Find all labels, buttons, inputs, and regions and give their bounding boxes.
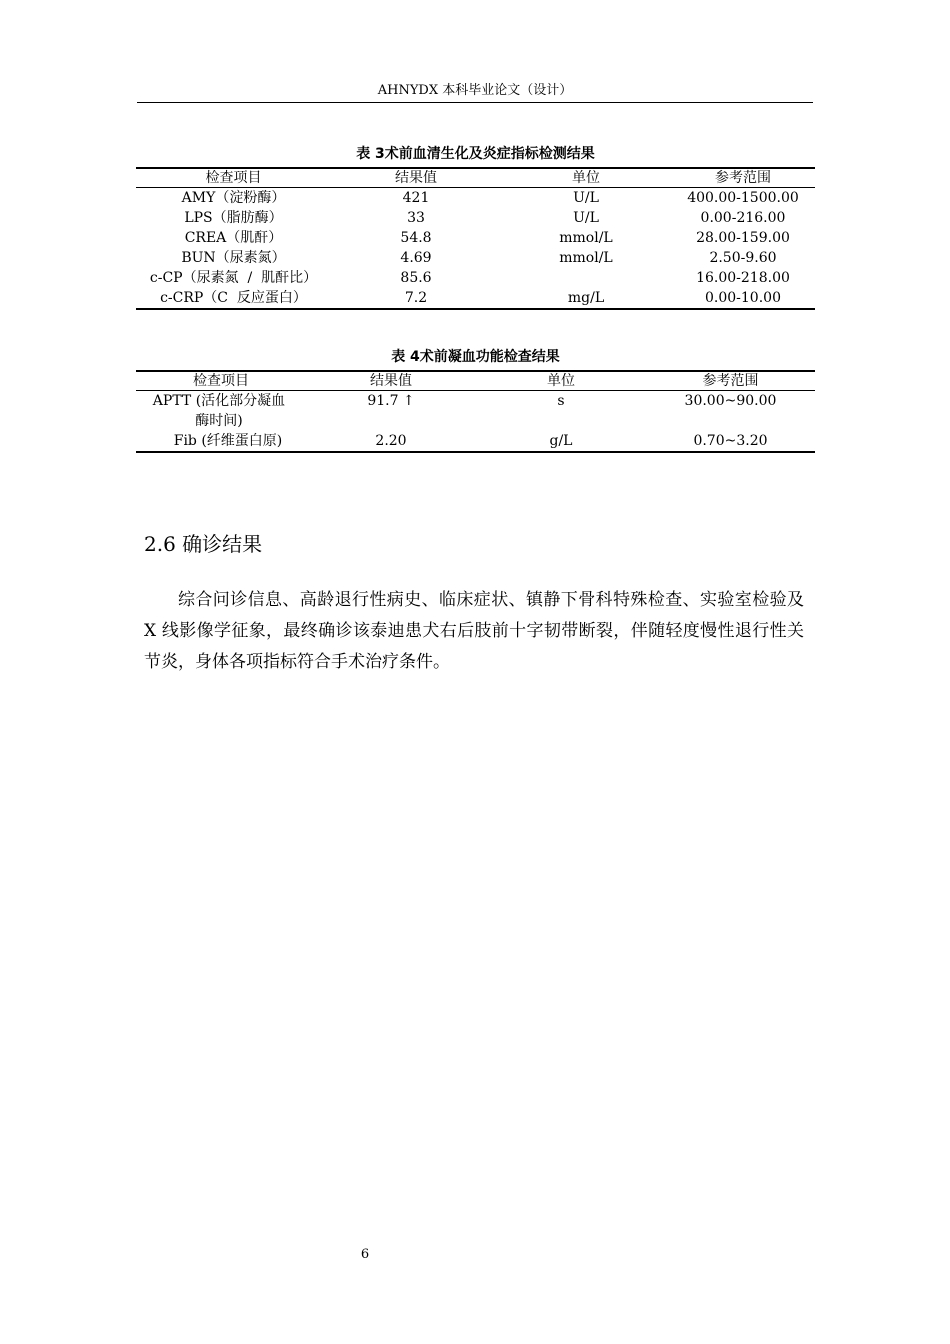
table-3-serum-biochemistry [136, 167, 815, 310]
cell-result: 2.20 [375, 433, 407, 449]
column-header-item: 检查项目 [136, 371, 306, 391]
table-4-coagulation [136, 370, 815, 453]
table-row [136, 391, 815, 432]
cell-reference: 0.70~3.20 [693, 433, 768, 449]
cell-reference: 30.00~90.00 [684, 393, 777, 409]
cell-unit: U/L [573, 190, 599, 206]
column-header-unit: 单位 [501, 168, 671, 188]
section-heading: 2.6 确诊结果 [144, 532, 263, 556]
column-header-item: 检查项目 [136, 168, 331, 188]
cell-item: Fib (纤维蛋白原) [173, 433, 283, 449]
column-header-reference: 参考范围 [671, 168, 815, 188]
column-header-reference: 参考范围 [646, 371, 815, 391]
cell-result: 4.69 [400, 250, 432, 266]
cell-reference: 28.00-159.00 [696, 230, 790, 246]
cell-unit: s [557, 393, 565, 409]
table-row [136, 431, 815, 452]
cell-unit: mg/L [567, 290, 605, 306]
cell-result: 85.6 [400, 270, 432, 286]
cell-unit [501, 268, 671, 288]
cell-item: AMY（淀粉酶） [181, 190, 286, 206]
cell-reference: 16.00-218.00 [696, 270, 790, 286]
cell-item: APTT (活化部分凝血酶时间) [152, 393, 286, 429]
cell-result: 91.7 ↑ [367, 393, 415, 409]
cell-item: LPS（脂肪酶） [184, 210, 283, 226]
body-paragraph: 综合问诊信息、高龄退行性病史、临床症状、镇静下骨科特殊检查、实验室检验及 X 线影像学征象，最终确诊该泰迪患犬右后肢前十字韧带断裂，伴随轻度慢性退行性关节炎，身体各项指标符合手术治疗条件。 [144, 590, 804, 672]
cell-result: 421 [402, 190, 430, 206]
cell-result: 7.2 [404, 290, 428, 306]
cell-reference: 2.50-9.60 [709, 250, 777, 266]
table-header-row [136, 371, 815, 391]
table-4-caption: 表 4术前凝血功能检查结果 [391, 349, 560, 365]
cell-unit: U/L [573, 210, 599, 226]
cell-item: c-CRP（C 反应蛋白） [160, 290, 307, 306]
cell-result: 54.8 [400, 230, 432, 246]
column-header-unit: 单位 [476, 371, 646, 391]
cell-unit: mmol/L [559, 230, 613, 246]
cell-reference: 0.00-216.00 [700, 210, 786, 226]
cell-unit: mmol/L [559, 250, 613, 266]
cell-reference: 400.00-1500.00 [687, 190, 799, 206]
cell-item: CREA（肌酐） [184, 230, 283, 246]
cell-item: BUN（尿素氮） [181, 250, 286, 266]
table-row [136, 248, 815, 268]
table-header-row [136, 168, 815, 188]
cell-item: c-CP（尿素氮 / 肌酐比） [149, 270, 318, 286]
column-header-result: 结果值 [331, 168, 501, 188]
table-row [136, 228, 815, 248]
page-header: AHNYDX 本科毕业论文（设计） [137, 80, 813, 103]
table-row [136, 268, 815, 288]
page-number: 6 [360, 1247, 370, 1262]
table-row [136, 208, 815, 228]
table-row [136, 288, 815, 309]
cell-result: 33 [407, 210, 425, 226]
cell-unit: g/L [549, 433, 573, 449]
table-3-caption: 表 3术前血清生化及炎症指标检测结果 [356, 146, 595, 162]
table-row [136, 188, 815, 209]
column-header-result: 结果值 [306, 371, 476, 391]
cell-reference: 0.00-10.00 [705, 290, 781, 306]
